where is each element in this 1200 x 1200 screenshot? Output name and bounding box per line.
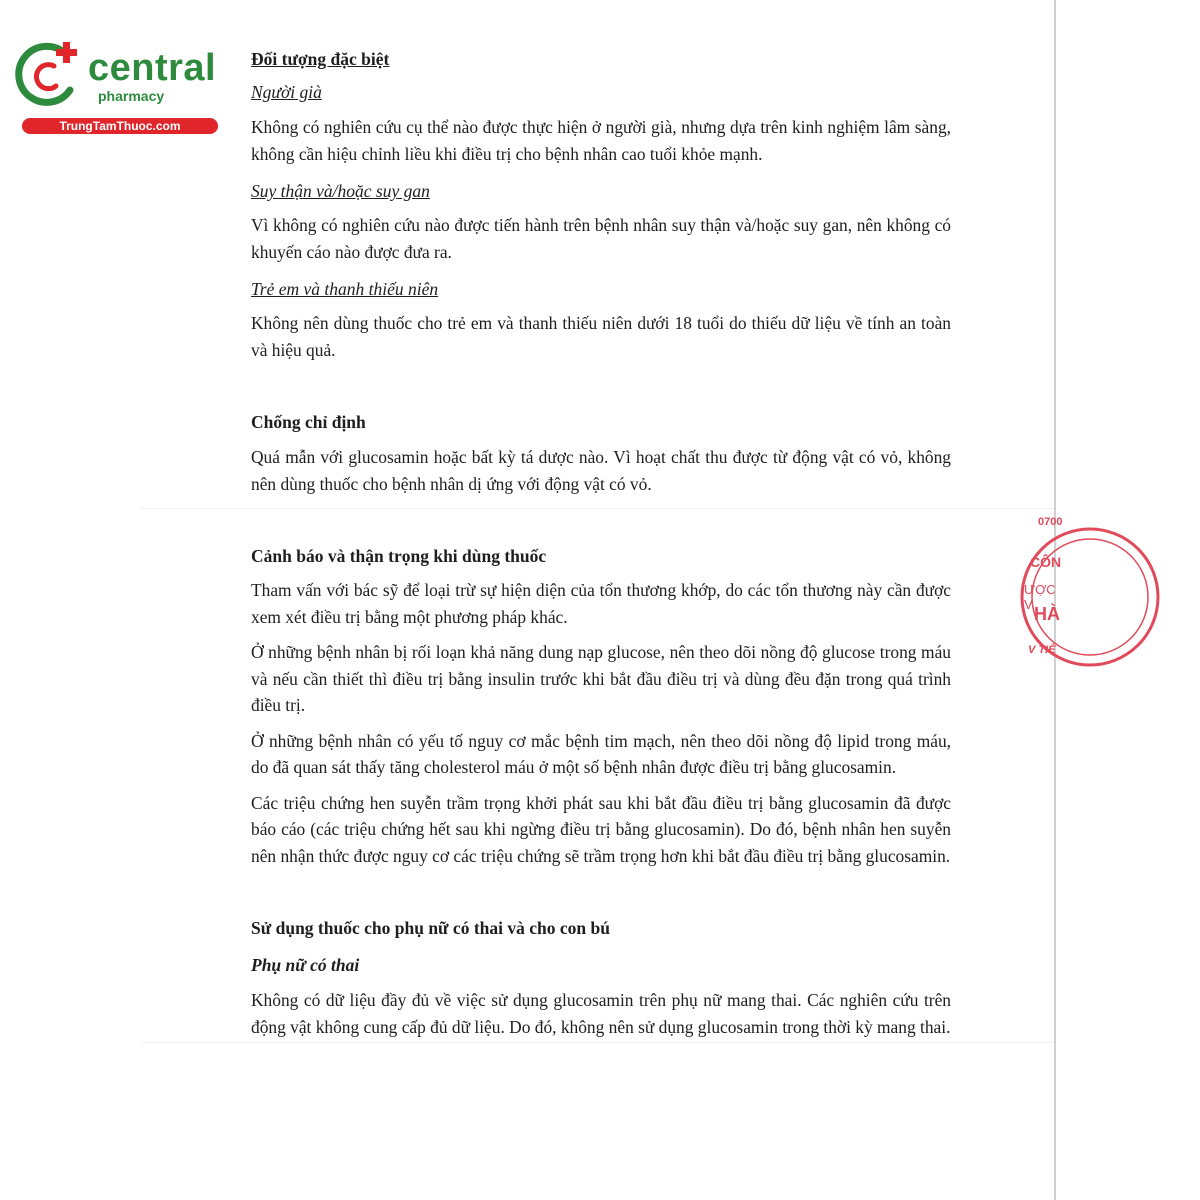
logo-website-badge: TrungTamThuoc.com (22, 118, 218, 134)
warnings-heading: Cảnh báo và thận trọng khi dùng thuốc (251, 546, 547, 566)
stamp-text-1: 0700 (1038, 516, 1063, 528)
elderly-subheading: Người già (251, 82, 322, 102)
pregnant-women-subheading: Phụ nữ có thai (251, 955, 360, 975)
red-seal-stamp (1018, 512, 1063, 682)
warnings-paragraph-4: Các triệu chứng hen suyễn trầm trọng khởi phát sau khi bắt đầu điều trị bằng glucosamin đã được báo cáo (các triệu chứng hết sau khi ngừng điều trị bằng glucosamin). Do đó, bệnh nhân hen suyễn nên nhận thức được nguy cơ các triệu chứng sẽ trầm trọng hơn khi bắt đầu điều trị bằng glucosamin. (251, 792, 951, 866)
pregnancy-heading: Sử dụng thuốc cho phụ nữ có thai và cho con bú (251, 918, 610, 938)
stamp-text-5: V TIẾ (1028, 644, 1056, 656)
logo-brand-text: central (88, 47, 217, 89)
renal-hepatic-paragraph: Vì không có nghiên cứu nào được tiến hành trên bệnh nhân suy thận và/hoặc suy gan, nên không có khuyến cáo nào được đưa ra. (251, 215, 951, 262)
warnings-paragraph-2: Ở những bệnh nhân bị rối loạn khả năng dung nạp glucose, nên theo dõi nồng độ glucose trong máu và nếu cần thiết thì điều trị bằng insulin trước khi bắt đầu điều trị và dùng đều đặn trong quá trình điều trị. (251, 642, 951, 715)
stamp-text-3: ƯỢC V (1024, 582, 1056, 612)
children-subheading: Trẻ em và thanh thiếu niên (251, 279, 439, 299)
warnings-paragraph-3: Ở những bệnh nhân có yếu tố nguy cơ mắc bệnh tim mạch, nên theo dõi nồng độ lipid trong máu, do đã quan sát thấy tăng cholesterol máu ở một số bệnh nhân được điều trị bằng glucosamin. (251, 730, 951, 777)
renal-hepatic-subheading: Suy thận và/hoặc suy gan (251, 181, 430, 201)
pregnancy-paragraph: Không có dữ liệu đầy đủ về việc sử dụng glucosamin trên phụ nữ mang thai. Các nghiên cứu trên động vật không cung cấp đủ dữ liệu. Do đó, không nên sử dụng glucosamin trong thời kỳ mang thai. (251, 990, 951, 1037)
contraindications-heading: Chống chỉ định (251, 412, 366, 432)
site-logo (10, 36, 215, 136)
central-pharmacy-logo-icon (10, 36, 90, 116)
children-paragraph: Không nên dùng thuốc cho trẻ em và thanh thiếu niên dưới 18 tuổi do thiếu dữ liệu về tính an toàn và hiệu quả. (251, 313, 951, 360)
contraindications-paragraph: Quá mẫn với glucosamin hoặc bất kỳ tá dược nào. Vì hoạt chất thu được từ động vật có vỏ, không nên dùng thuốc cho bệnh nhân dị ứng với động vật có vỏ. (251, 447, 951, 494)
stamp-text-4: HÀ (1034, 604, 1060, 624)
stamp-text-2: CÔN (1030, 554, 1062, 570)
special-populations-heading: Đối tượng đặc biệt (251, 49, 390, 69)
warnings-paragraph-1: Tham vấn với bác sỹ để loại trừ sự hiện diện của tổn thương khớp, do các tổn thương này cần được xem xét điều trị bằng một phương pháp khác. (251, 580, 951, 627)
logo-subtitle: pharmacy (98, 88, 165, 104)
document-content (251, 45, 951, 1040)
elderly-paragraph: Không có nghiên cứu cụ thể nào được thực hiện ở người già, nhưng dựa trên kinh nghiệm lâm sàng, không cần hiệu chỉnh liều khi điều trị cho bệnh nhân cao tuổi khỏe mạnh. (251, 117, 951, 164)
